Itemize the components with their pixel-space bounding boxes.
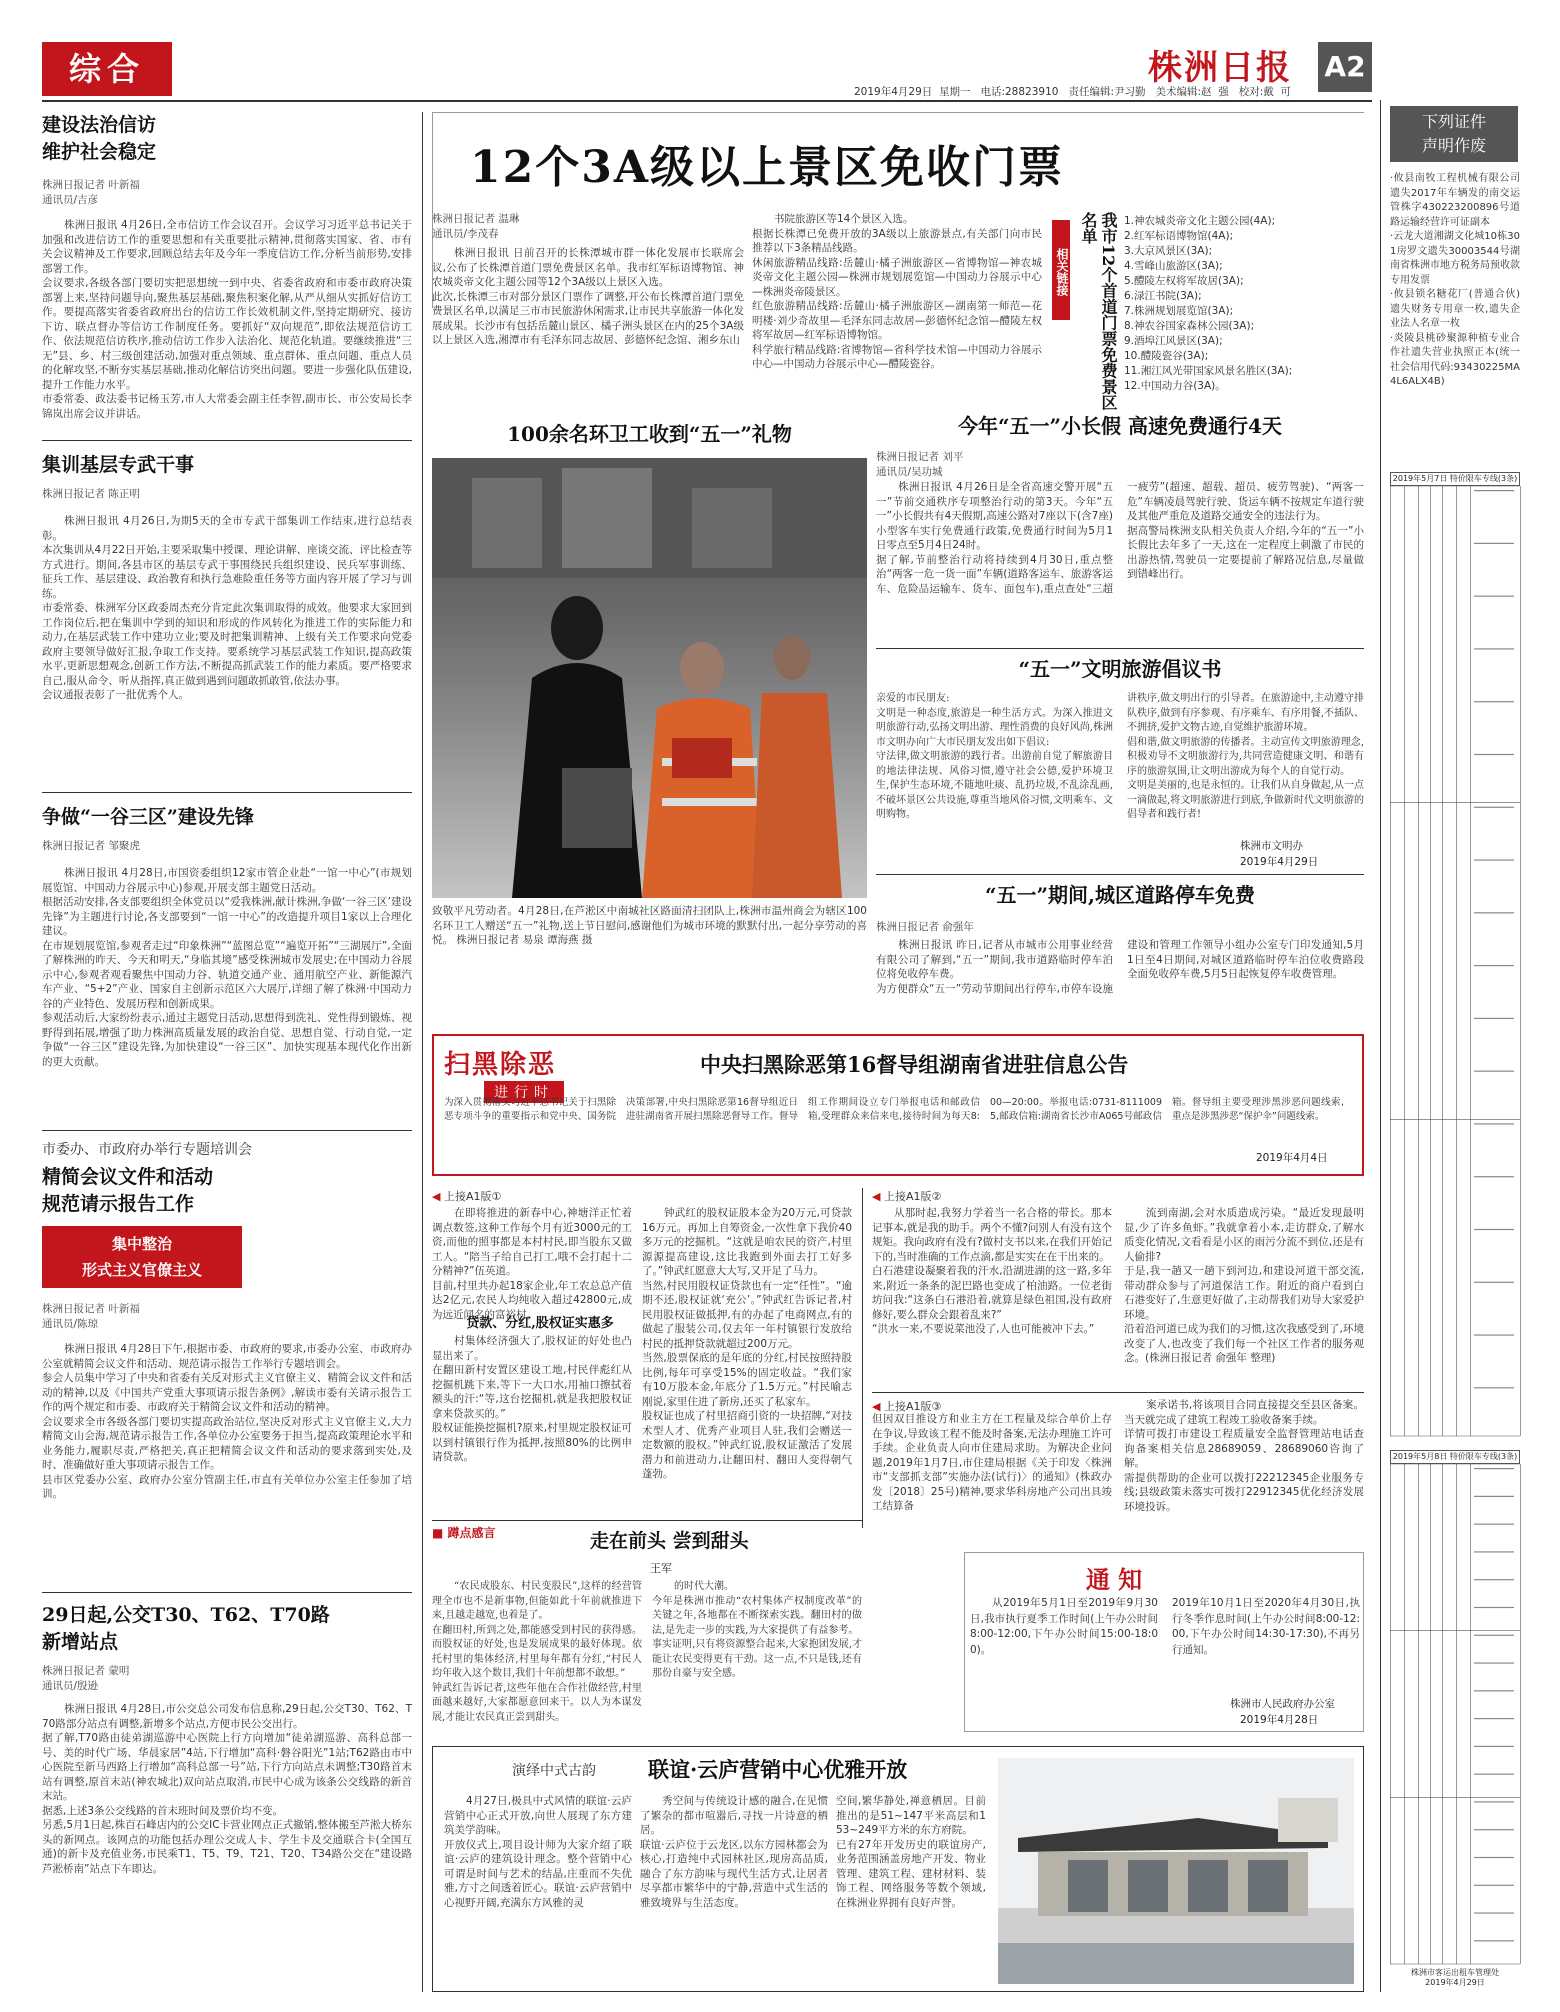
table-header: 2019年5月8日 特价限车专线(3条)	[1390, 1450, 1520, 1464]
void-notice-title-1: 下列证件	[1421, 112, 1486, 131]
crime-headline: 中央扫黑除恶第16督导组湖南省进驻信息公告	[700, 1052, 1129, 1077]
scenic-list-item: 5.醴陵左权将军故居(3A);	[1124, 275, 1244, 287]
crime-date: 2019年4月4日	[1256, 1152, 1328, 1164]
cont1-label-text: 上接A1版①	[443, 1190, 502, 1203]
byline: 株洲日报记者 叶新福 通讯员/吉彦	[42, 179, 140, 206]
cont1-body-c: 钟武红的股权证股本金为20万元,可贷款16万元。再加上自筹资金,一次性拿下我价40多万元的挖掘机。“这就是咱农民的资产,村里源源提高建设,这比我跑到外面去打工好多了。”钟武红愿意大大写,又开足了马力。 当然,村民用股权证贷款也有一定“任性”。“逾期不还,股权证就‘充公’。”钟武红告诉记者,村民用股权证做抵押,有的办起了电商网点,有的做起了服装公司,仅去年一年村镇银行发放给村民的抵押贷款就超过200万元。 当然,股票保底的是年底的分红,村民按照持股比例,每年可享受15%的固定收益。“我们家有10万股本金,年底分了1.5万元。”村民喻志刚说,家里住进了新房,还买了私家车。 股权证也成了村里招商引资的一块招牌,“对技术型人才、优秀产业项目人驻,我们会赠送一定数额的股权。”钟武红说,股权证激活了发展潜力和前进动力,让翻田村、翻田人变得朝气蓬勃。	[642, 1207, 852, 1480]
headline-4a: 精简会议文件和活动	[42, 1166, 214, 1188]
article-bus	[42, 1602, 412, 2002]
tourism-sign: 株洲市文明办	[1240, 840, 1303, 852]
highway-article	[876, 412, 1364, 480]
scenic-list-item: 10.醴陵瓷谷(3A);	[1124, 350, 1209, 362]
ad-headline: 联谊·云庐营销中心优雅开放	[648, 1757, 908, 1782]
tourism-date: 2019年4月29日	[1240, 856, 1319, 868]
headline-parking: “五一”期间,城区道路停车免费	[985, 883, 1255, 907]
headline-2: 集训基层专武干事	[42, 454, 195, 476]
highway-body: 株洲日报讯 4月26日是全省高速交警开展“五一”节前交通秩序专项整治行动的第3天。今年“五一”小长假共有4天假期,高速公路对7座以下(含7座)小型客车实行免费通行政策,免费通行时间为5月1日零点至5月4日24时。 据了解,节前整治行动将持续到4月30日,重点整治“两客一危一货一面”车辆(道路客运车、旅游客运车、危险品运输车、货车、面包车),重点查处“三超一疲劳”(超速、超载、超员、疲劳驾驶)、“两客一危”车辆凌晨驾驶行驶、货运车辆不按规定车道行驶及其他严重危及道路交通安全的违法行为。 据高警局株洲支队相关负责人介绍,今年的“五一”小长假比去年多了一天,这在一定程度上刺激了市民的出游热情,驾驶员一定要提前了解路况信息,尽量做到错峰出行。	[876, 481, 1364, 595]
topic-tag	[42, 1226, 242, 1288]
building-illustration	[998, 1758, 1354, 1984]
headline-1a: 建设法治信访	[42, 114, 157, 136]
photo-caption: 致敬平凡劳动者。4月28日,在芦淞区中南城社区路面清扫团队上,株洲市温州商会为辖区100名环卫工人赠送“五一”礼物,送上节日慰问,感谢他们为城市环境的默默付出,一起分享劳动的喜悦。 株洲日报记者 易泉 谭海燕 摄	[432, 905, 867, 946]
article-body: 株洲日报讯 4月26日,全市信访工作会议召开。会议学习习近平总书记关于加强和改进信访工作的重要思想和有关重要批示精神,贯彻落实国家、省、市有关会议精神及工作要求,回顾总结去年及今年一季度信访工作,分析当前形势,安排部署工作。 会议要求,各级各部门要切实把思想统一到中央、省委省政府和市委市政府决策部署上来,坚持问题导向,聚焦基层基础,聚焦积案化解,从严从细从实抓好信访工作。要提高落实省委省政府出台的信访工作长效机制文件,坚持定期研究、接访下访、联点督办等信访工作制度任务。要抓好“双向规范”,即依法规范信访工作、依法规范信访秩序,推动信访工作步入法治化、规范化轨道。要继续推进“三无”县、乡、村三级创建活动,加强对重点领域、重点群体、重点问题、重点人员的化解攻坚,不断夯实基层基础,推动化解信访突出问题。要进一步强化队伍建设,提升工作能力水平。 市委常委、政法委书记杨玉芳,市人大常委会副主任李智,副市长、市公安局长李锦岚出席会议并讲话。	[42, 219, 412, 420]
byline: 株洲日报记者 蒙明 通讯员/殷逊	[42, 1665, 130, 1692]
byline: 株洲日报记者 邹聚虎	[42, 840, 140, 852]
crime-logo-bottom: 进行时	[484, 1081, 564, 1103]
cont2-body-a: 从那时起,我努力学着当一名合格的带长。那本记事本,就是我的助手。两个不懂?问别人有没有这个规矩。我向政府有没有?做村支书以来,在我们开始记下的,当时准确的工作点滴,都是实实在在干出来的。 白石港建设凝聚着我的汗水,沿湖进湖的这一路,多年来,附近一条条的泥巴路也变成了柏油路。一位老街坊问我:“这条白石港沿着,就算是绿色祖国,没有政府修好,要么群众会跟着乱来?” “洪水一来,不要说菜池没了,人也可能被冲下去。”	[872, 1207, 1112, 1335]
scenic-list	[1124, 214, 1364, 394]
byline: 株洲日报记者 俞强年	[876, 921, 974, 933]
essay-tag	[432, 1524, 496, 1541]
notice-title: 通 知	[1085, 1565, 1143, 1594]
scenic-list-item: 7.株洲规划展览馆(3A);	[1124, 305, 1234, 317]
ad-body-c: 空间,繁华静处,禅意栖居。目前推出的是51~147平米高层和153~249平方米的东方府院。 已有27年开发历史的联谊房产,业务范围涵盖房地产开发、物业管理、建筑工程、建材材料、装饰工程、网络服务等数个领域,在株洲业界拥有良好声誉。	[836, 1795, 986, 1909]
cont2-label	[872, 1188, 941, 1204]
notice-body: 从2019年5月1日至2019年9月30日,我市执行夏季工作时间(上午办公时间8:00-12:00,下午办公时间15:00-18:00)。 2019年10月1日至2020年4月30日,执行冬季作息时间(上午办公时间8:00-12:00,下午办公时间14:30-17:30),不再另行通知。	[970, 1597, 1360, 1656]
cont2-label-text: 上接A1版②	[883, 1190, 942, 1203]
scenic-body-1: 株洲日报讯 日前召开的长株潭城市群一体化发展市长联席会议,公布了长株潭首道门票免费景区名单。我市红军标语博物馆、神农城炎帝文化主题公园等12个3A级以上景区入选。 此次,长株潭三市对部分景区门票作了调整,开公布长株潭首道门票免费景区名单,以满足三市市民旅游休闲需求,让市民共享旅游一体化发展成果。长沙市有包括岳麓山景区、橘子洲头景区在内的25个3A级以上景区入选,湘潭市有毛泽东同志故居、彭德怀纪念馆、湘乡东山	[432, 247, 744, 346]
ad-photo	[998, 1758, 1354, 1984]
essay-body-a: “农民成股东、村民变股民”,这样的经营管理全市也不是新事物,但能如此十年前就推进下来,且越走越宽,也着是了。 在翻田村,所到之处,都能感受到村民的获得感。而股权证的好处,也是发展成果的最好体现。依托村里的集体经济,村里每年都有分红,“村民人均年收入这个数目,我们十年前想都不敢想。” 钟武红告诉记者,这些年他在合作社做经营,村里面越来越好,大家都愿意回来干。以人为本谋发展,才能让农民真正尝到甜头。	[432, 1581, 642, 1723]
table-header: 2019年5月7日 特价限车专线(3条)	[1390, 472, 1520, 486]
scenic-list-item: 8.神农谷国家森林公园(3A);	[1124, 320, 1255, 332]
cont3-body-a: 但因双目推设方和业主方在工程量及综合单价上存在争议,导致该工程不能及时备案,无法办理施工许可手续。企业负责人向市住建局求助。为解决企业问题,2019年1月7日,市住建局根据《关于印发〈株洲市“支部抓支部”实施办法(试行)〉的通知》(株政办发〔2018〕25号)精神,要求华科房地产公司出具竣工结算备	[872, 1413, 1112, 1512]
photo-illustration	[432, 458, 867, 898]
pointer-icon: ◀	[872, 1400, 881, 1413]
cont2-body-b: 流到南湖,会对水质造成污染。“最近发现最明显,少了许多鱼虾。”我就拿着小本,走访群众,了解水质变化情况,文看看是小区的雨污分流不到位,还是有人偷排? 于是,我一趟又一趟下到河边,和建设河道干部交流,带动群众参与了河道保洁工作。附近的商户看到白石港变好了,生意更好做了,主动帮我们劝导大家爱护环境。 沿着沿河道已成为我们的习惯,这次我感受到了,环境改变了人,也改变了我们每一个社区工作者的服务观念。(株洲日报记者 俞强年 整理)	[1124, 1207, 1364, 1364]
cont1-subhead: 贷款、分红,股权证实惠多	[466, 1316, 614, 1331]
notice-date: 2019年4月28日	[1240, 1714, 1319, 1726]
article-body: 株洲日报讯 4月28日下午,根据市委、市政府的要求,市委办公室、市政府办公室就精简会议文件和活动、规范请示报告工作举行专题培训会。 参会人员集中学习了中央和省委有关反对形式主义官僚主义、精简会议文件和活动的精神,以及《中国共产党重大事项请示报告条例》,解读市委有关请示报告工作的两个规定和市委、市政府关于精简会议文件和活动的精神。 会议要求全市各级各部门要切实提高政治站位,坚决反对形式主义官僚主义,大力精简文山会海,规范请示报告工作,各单位办公室要务于担当,提高政策理论水平和业务能力,履职尽责,严格把关,真正把精简会议文件和活动的要求落到实处,及时、准确做好重大事项请示报告工作。 县市区党委办公室、政府办公室分管副主任,市直有关单位办公室主任参加了培训。	[42, 1343, 412, 1500]
tourism-body: 亲爱的市民朋友: 文明是一种态度,旅游是一种生活方式。为深入推进文明旅游行动,弘扬文明出游、理性消费的良好风尚,株洲市文明办向广大市民朋友发出如下倡议: 守法律,做文明旅游的践行者。出游前自觉了解旅游目的地法律法规、风俗习惯,遵守社会公德,爱护环境卫生,保护生态环境,不随地吐痰、乱扔垃圾,不乱涂乱画,不破坏景区公共设施,尊重当地风俗习惯,文明乘车、文明购物。 讲秩序,做文明出行的引导者。在旅游途中,主动遵守排队秩序,做到有序参观、有序乘车、有序用餐,不插队、不拥挤,爱护文物古迹,自觉维护旅游环境。 倡和谐,做文明旅游的传播者。主动宣传文明旅游理念,积极劝导不文明旅游行为,共同营造健康文明、和谐有序的旅游氛围,让文明出游成为每个人的自觉行动。 文明是美丽的,也是永恒的。让我们从自身做起,从一点一滴做起,将文明旅游进行到底,争做新时代文明旅游的倡导者和践行者!	[876, 693, 1364, 820]
scenic-list-item: 11.湘江风光带国家风景名胜区(3A);	[1124, 365, 1293, 377]
crime-logo-top: 扫黑除恶	[444, 1050, 557, 1080]
table-grid	[1390, 1464, 1520, 1964]
crime-logo	[444, 1044, 624, 1102]
cont1-body-a: 在即将推进的新春中心,神塘洋正忙着调点数签,这种工作每个月有近3000元的工资,而他的照事都是本村村民,即当股东又做工人。“陪当子给自己打工,哦不会打起十二分精神?”伍英道。 目前,村里共办起18家企业,年工农总总产值达2亿元,农民人均纯收入超过42800元,成为远近闻名的富裕村。	[432, 1207, 632, 1321]
headline-5b: 新增站点	[42, 1631, 119, 1653]
cont1-body-b: 村集体经济强大了,股权证的好处也凸显出来了。 在翻田新村安置区建设工地,村民伴彪红从挖掘机跳下来,等下一大口水,用袖口擦拭着额头的汗:“等,这台挖掘机,就是我把股权证拿来贷款买的。” 股权证能换挖掘机?原来,村里规定股权证可以到村镇银行作为抵押,按照80%的比例申请贷款。	[432, 1335, 632, 1463]
essay-author: 王军	[650, 1562, 672, 1575]
related-tag: 相关链接	[1052, 220, 1070, 320]
tag-line-2: 形式主义官僚主义	[81, 1261, 202, 1279]
tag-line-1: 集中整治	[111, 1235, 172, 1253]
ad-body-a: 4月27日,极具中式风情的联谊·云庐营销中心正式开放,向世人展现了东方建筑美学韵味。 开放仪式上,项目设计师为大家介绍了联谊·云庐的建筑设计理念。整个营销中心可谓是时间与艺术的结晶,庄重而不失优雅,方寸之间透着匠心。联谊·云庐营销中心视野开阔,充满东方风雅的灵	[444, 1795, 632, 1909]
crime-body: 为深入贯彻落实习近平总书记关于扫黑除恶专项斗争的重要指示和党中央、国务院决策部署,中央扫黑除恶第16督导组近日进驻湖南省开展扫黑除恶督导工作。督导组工作期间设立专门举报电话和邮政信箱,受理群众来信来电,接待时间为每天8:00—20:00。举报电话:0731-81110095,邮政信箱:湖南省长沙市A065号邮政信箱。督导组主要受理涉黑涉恶问题线索,重点是涉黑涉恶“保护伞”问题线索。	[444, 1097, 1344, 1122]
header-rule	[42, 100, 1372, 102]
article-pioneer	[42, 804, 412, 1156]
article-militia	[42, 452, 412, 794]
cont1-label	[432, 1188, 501, 1204]
scenic-list-title: 我市12个首道门票免费景区名单	[1079, 212, 1118, 411]
scenic-list-item: 2.红军标语博物馆(4A);	[1124, 230, 1234, 242]
headline-tourism: “五一”文明旅游倡议书	[1018, 657, 1222, 681]
essay-tag-text: 蹲点感言	[447, 1526, 496, 1540]
kicker: 市委办、市政府办举行专题培训会	[42, 1142, 252, 1158]
scenic-list-item: 1.神农城炎帝文化主题公园(4A);	[1124, 215, 1276, 227]
taxi-table-1	[1390, 472, 1520, 1442]
byline: 株洲日报记者 叶新福 通讯员/陈琼	[42, 1303, 140, 1330]
main-headline: 12个3A级以上景区免收门票	[470, 142, 1064, 193]
byline: 株洲日报记者 刘平 通讯员/吴功城	[876, 451, 964, 478]
scenic-list-item: 3.大京风景区(3A);	[1124, 245, 1213, 257]
cont3-body-b: 案承诺书,将该项目合同直接提交至县区备案。当天就完成了建筑工程竣工验收备案手续。 详情可拨打市建设工程质量安全监督管理站电话查询备案相关信息28689059、28689060咨询了解。 需提供帮助的企业可以拨打22212345企业服务专线;县级政策未落实可拨打22912345优化经济发展环境投诉。	[1124, 1399, 1364, 1513]
article-body: 株洲日报讯 4月26日,为期5天的全市专武干部集训工作结束,进行总结表彰。 本次集训从4月22日开始,主要采取集中授课、理论讲解、座谈交流、评比检查等方式进行。期间,各县市区的基层专武干事围绕民兵组织建设、民兵军事训练、征兵工作、基层建设、政治教育和执行急难险重任务等方面内容开展了学习与训练。 市委常委、株洲军分区政委周杰充分肯定此次集训取得的成效。他要求大家回到工作岗位后,把在集训中学到的知识和形成的作风转化为推进工作的实际能力和动力,在基层武装工作中建功立业;要及时把集训精神、上级有关工作要求向党委政府主要领导做好汇报,争取工作支持。要系统学习基层武装工作知识,提高政策水平,更新思想观念,创新工作方法,不断提高抓武装工作的能力素质。要严格要求自己,服从命令、听从指挥,真正做到遇到问题敢抓敢管,依法办事。 会议通报表彰了一批优秀个人。	[42, 515, 412, 701]
scenic-list-item: 6.渌江书院(3A);	[1124, 290, 1202, 302]
article-petition	[42, 112, 412, 468]
headline-4b: 规范请示报告工作	[42, 1193, 195, 1215]
void-notice-header	[1390, 106, 1518, 162]
article-body: 株洲日报讯 4月28日,市国资委组织12家市管企业赴“一馆一中心”(市规划展览馆、中国动力谷展示中心)参观,开展支部主题党日活动。 根据活动安排,各支部要组织全体党员以“爱我株洲,献计株洲,争做‘一谷三区’建设先锋”为主题进行讨论,各支部要到“一馆一中心”的改造提升项目1家以上合理化建议。 在市规划展览馆,参观者走过“印象株洲”“蓝图总览”“遍览开拓”“三湖展厅”,全面了解株洲的昨天、今天和明天,“身临其境”感受株洲城市发展史;在中国动力谷展示中心,参观者观看聚焦中国动力谷、轨道交通产业、通用航空产业、新能源汽车产业、“5+2”产业、国家自主创新示范区六大展厅,详细了解了株洲·中国动力谷的产业特色、发展历程和创新成果。 参观活动后,大家纷纷表示,通过主题党日活动,思想得到洗礼、党性得到锻炼、视野得到拓展,增强了助力株洲高质量发展的政治自觉、思想自觉、行动自觉,一定争做“一谷三区”建设先锋,为加快建设“一谷三区”、加快实现基本现代化作出新的更大贡献。	[42, 867, 412, 1068]
byline: 株洲日报记者 温琳 通讯员/李茂春	[432, 213, 520, 240]
byline: 株洲日报记者 陈正明	[42, 488, 140, 500]
ad-body-b: 秀空间与传统设计感的融合,在见惯了繁杂的都市喧嚣后,寻找一片诗意的栖居。 联谊·云庐位于云龙区,以东方园林都会为核心,打造纯中式园林社区,现房高品质,融合了东方韵味与现代生活方式,让居者尽享都市繁华中的宁静,营造中式生活的雅致境界与生活态度。	[640, 1795, 828, 1909]
ad-tagline: 演绎中式古韵	[512, 1763, 596, 1779]
article-training	[42, 1140, 412, 1562]
void-notice-title-2: 声明作废	[1421, 136, 1486, 155]
masthead: 株洲日报	[1148, 48, 1292, 88]
parking-body: 株洲日报讯 昨日,记者从市城市公用事业经营有限公司了解到,“五一”期间,我市道路临时停车泊位将免收停车费。 为方便群众“五一”劳动节期间出行停车,市停车设施建设和管理工作领导小组办公室专门印发通知,5月1日至4日期间,对城区道路临时停车泊位收费路段全面免收停车费,5月5日起恢复停车收费管理。	[876, 939, 1364, 995]
cont3-label-text: 上接A1版③	[883, 1400, 942, 1413]
headline-sanitation: 100余名环卫工收到“五一”礼物	[507, 422, 792, 446]
taxi-table-2	[1390, 1450, 1520, 1990]
notice-sign: 株洲市人民政府办公室	[1230, 1698, 1335, 1710]
header-line: 2019年4月29日 星期一 电话:28823910 责任编辑:尹习勤 美术编辑:赵 强 校对:戴 可	[854, 86, 1291, 98]
headline-5a: 29日起,公交T30、T62、T70路	[42, 1604, 330, 1626]
void-notices: ·攸县南牧工程机械有限公司遗失2017年车辆发的南交运管株字430223200896号道路运输经营许可证副本 ·云龙大道湘湖文化城10栋301房罗文遗失30003544号湖南省株洲市地方税务局预收款专用发票 ·攸县锁名糖花厂(普通合伙)遗失财务专用章一枚,遗失企业法人名章一枚 ·炎陵县桃砂聚源种植专业合作社遗失营业执照正本(统一社会信用代码:93430225MA4L6ALX4B)	[1390, 173, 1520, 387]
table-footer-date: 2019年4月29日	[1425, 1978, 1485, 1987]
essay-headline: 走在前头 尝到甜头	[590, 1530, 749, 1552]
headline-3: 争做“一谷三区”建设先锋	[42, 806, 254, 828]
table-grid	[1390, 486, 1520, 1436]
square-icon: ■	[432, 1526, 444, 1540]
headline-1b: 维护社会稳定	[42, 141, 157, 163]
page-number: A2	[1318, 42, 1372, 92]
section-label: 综合	[42, 42, 172, 96]
essay-body-b: 的时代大潮。 今年是株洲市推动“农村集体产权制度改革”的关键之年,各地都在不断探索实践。翻田村的做法,是先走一步的实践,为大家提供了有益参考。 事实证明,只有将资源整合起来,大家抱团发展,才能让农民变得更有干劲。这一点,不只是钱,还有那份自豪与安全感。	[652, 1581, 862, 1679]
article-body: 株洲日报讯 4月28日,市公交总公司发布信息称,29日起,公交T30、T62、T70路部分站点有调整,新增多个站点,方便市民公交出行。 据了解,T70路由徒弟湖巡游中心医院上行方向增加“徒弟湖巡游、高科总部一号、美的时代广场、华晨家居”4站,下行增加“高科·磐谷阳光”1站;T62路由市中心医院至新马西路上行增加“高科总部一号”站,下行方向站点未调整;T30路首末站有调整,原首末站(神农城北)双向站点取消,市民中心成为该条公交线路的新首末站。 据悉,上述3条公交线路的首末班时间及票价均不变。 另悉,5月1日起,株百石峰店内的公交IC卡营业网点正式撤销,整体搬至芦淞大桥东头的新网点。该网点的功能包括办理公交成人卡、学生卡及交通联合卡(全国互通)的新卡及充值业务,市民乘T1、T5、T9、T21、T20、T34路公交在“建设路芦淞桥南”站点下车即达。	[42, 1703, 412, 1875]
scenic-list-item: 4.雪峰山旅游区(3A);	[1124, 260, 1223, 272]
table-footer: 株洲市客运出租车管理处	[1411, 1968, 1499, 1977]
pointer-icon: ◀	[432, 1190, 441, 1203]
scenic-body-2: 书院旅游区等14个景区入选。 根据长株潭已免费开放的3A级以上旅游景点,有关部门向市民推荐以下3条精品线路。 休闲旅游精品线路:岳麓山·橘子洲旅游区—省博物馆—神农城炎帝文化主题公园—株洲市规划展览馆—中国动力谷展示中心—株洲炎帝陵景区。 红色旅游精品线路:岳麓山·橘子洲旅游区—湖南第一师范—花明楼·刘少奇故里—毛泽东同志故居—彭德怀纪念馆—醴陵左权将军故居—红军标语博物馆。 科学旅行精品线路:省博物馆—省科学技术馆—中国动力谷展示中心—中国动力谷展示中心—醴陵瓷谷。	[752, 213, 1042, 370]
sanitation-photo	[432, 458, 867, 898]
scenic-list-item: 9.酒埠江风景区(3A);	[1124, 335, 1223, 347]
scenic-list-item: 12.中国动力谷(3A)。	[1124, 380, 1226, 392]
pointer-icon: ◀	[872, 1190, 881, 1203]
headline-highway: 今年“五一”小长假 高速免费通行4天	[958, 414, 1282, 438]
